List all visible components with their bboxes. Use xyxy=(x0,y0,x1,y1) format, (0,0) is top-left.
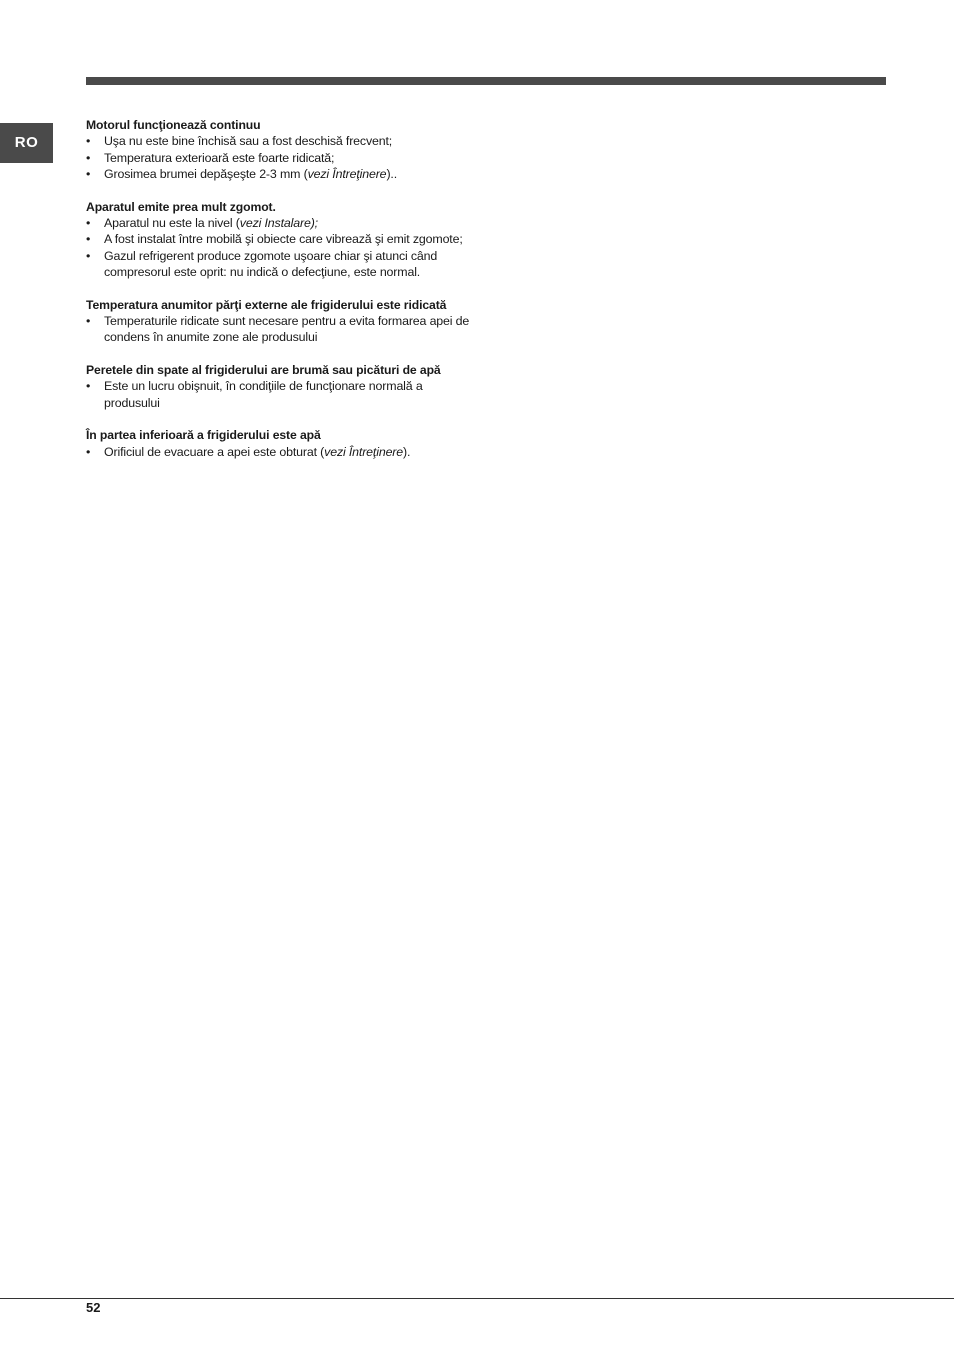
section-heading: Aparatul emite prea mult zgomot. xyxy=(86,199,276,214)
section-motor-runs-continuously xyxy=(86,117,481,183)
bullet-list xyxy=(86,133,481,182)
bullet-list xyxy=(86,215,481,281)
list-item: • Uşa nu este bine închisă sau a fost deschisă frecvent; xyxy=(86,133,481,149)
cross-reference: vezi Instalare xyxy=(239,216,311,231)
list-item: • Temperatura exterioară este foarte ridicată; xyxy=(86,150,481,166)
list-item: • Grosimea brumei depăşeşte 2-3 mm (vezi Întreţinere).. xyxy=(86,166,481,182)
header-rule xyxy=(86,77,886,85)
section-too-much-noise xyxy=(86,199,481,281)
language-tab: RO xyxy=(0,123,53,163)
list-item: • Gazul refrigerent produce zgomote uşoare chiar şi atunci când compresorul este oprit: nu indică o defecţiune, este normal. xyxy=(86,248,481,281)
section-heading: În partea inferioară a frigiderului este apă xyxy=(86,428,321,443)
list-item: • Orificiul de evacuare a apei este obturat (vezi Întreţinere). xyxy=(86,444,481,460)
section-external-parts-hot xyxy=(86,297,481,346)
section-heading: Temperatura anumitor părţi externe ale frigiderului este ridicată xyxy=(86,297,447,312)
bullet-list xyxy=(86,444,481,460)
section-rear-wall-frost xyxy=(86,362,481,411)
cross-reference: vezi Întreţinere xyxy=(307,167,387,182)
section-water-at-bottom xyxy=(86,427,481,460)
section-heading: Motorul funcţionează continuu xyxy=(86,118,261,132)
cross-reference: vezi Întreţinere xyxy=(324,444,404,459)
list-item: • Aparatul nu este la nivel (vezi Instalare); xyxy=(86,215,481,231)
bullet-list xyxy=(86,313,481,346)
page-number: 52 xyxy=(86,1300,101,1315)
troubleshooting-content xyxy=(86,117,481,476)
bullet-list xyxy=(86,378,481,411)
list-item: • A fost instalat între mobilă şi obiecte care vibrează şi emit zgomote; xyxy=(86,231,481,247)
list-item: • Este un lucru obişnuit, în condiţiile de funcţionare normală a produsului xyxy=(86,378,481,411)
footer-rule xyxy=(0,1298,954,1299)
list-item: • Temperaturile ridicate sunt necesare pentru a evita formarea apei de condens în anumite zone ale produsului xyxy=(86,313,481,346)
section-heading: Peretele din spate al frigiderului are brumă sau picături de apă xyxy=(86,362,441,377)
